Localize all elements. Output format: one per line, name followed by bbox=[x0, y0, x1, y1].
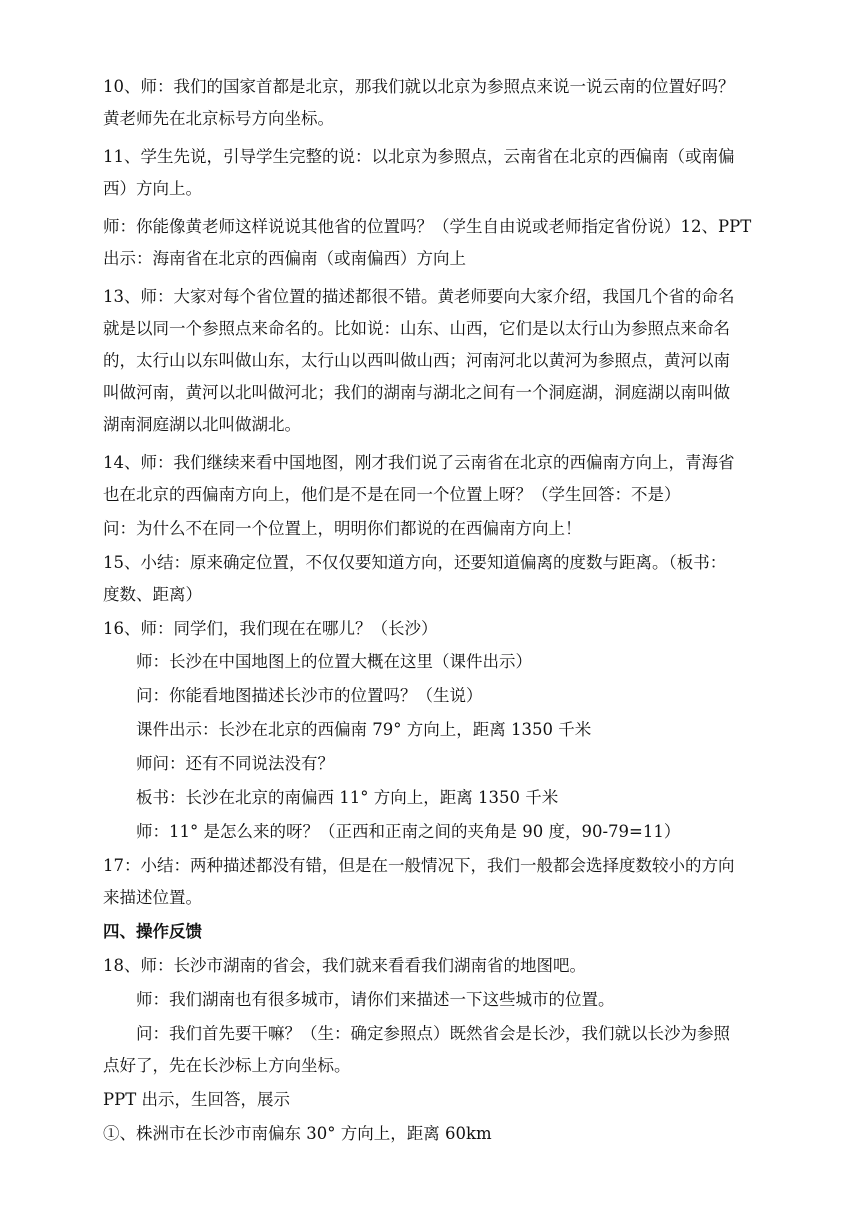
text-line: 黄老师先在北京标号方向坐标。 bbox=[103, 109, 334, 128]
text-line: 18、师：长沙市湖南的省会，我们就来看看我们湖南省的地图吧。 bbox=[103, 956, 586, 975]
text-line: 也在北京的西偏南方向上，他们是不是在同一个位置上呀？（学生回答：不是） bbox=[103, 485, 681, 504]
text-line: 问：你能看地图描述长沙市的位置吗？（生说） bbox=[136, 686, 483, 705]
text-line: 出示：海南省在北京的西偏南（或南偏西）方向上 bbox=[103, 249, 466, 268]
text-line: 问：为什么不在同一个位置上，明明你们都说的在西偏南方向上！ bbox=[103, 519, 582, 538]
text-line: 课件出示：长沙在北京的西偏南 79° 方向上，距离 1350 千米 bbox=[136, 720, 592, 739]
text-line: 西）方向上。 bbox=[103, 179, 202, 198]
text-line: 17：小结：两种描述都没有错，但是在一般情况下，我们一般都会选择度数较小的方向 bbox=[103, 856, 735, 875]
text-line: 板书：长沙在北京的南偏西 11° 方向上，距离 1350 千米 bbox=[136, 788, 559, 807]
text-line: 师：11° 是怎么来的呀？（正西和正南之间的夹角是 90 度，90-79=11） bbox=[136, 822, 681, 841]
text-line: ①、株洲市在长沙市南偏东 30° 方向上，距离 60km bbox=[103, 1124, 492, 1143]
text-line: 来描述位置。 bbox=[103, 888, 202, 907]
text-line: 师问：还有不同说法没有？ bbox=[136, 754, 334, 773]
text-line: 叫做河南，黄河以北叫做河北；我们的湖南与湖北之间有一个洞庭湖，洞庭湖以南叫做 bbox=[103, 383, 730, 402]
text-line: 15、小结：原来确定位置，不仅仅要知道方向，还要知道偏离的度数与距离。（板书： bbox=[103, 553, 727, 572]
text-line: 14、师：我们继续来看中国地图，刚才我们说了云南省在北京的西偏南方向上，青海省 bbox=[103, 453, 735, 472]
text-line: 师：长沙在中国地图上的位置大概在这里（课件出示） bbox=[136, 652, 532, 671]
text-line: 点好了，先在长沙标上方向坐标。 bbox=[103, 1056, 351, 1075]
text-line: 13、师：大家对每个省位置的描述都很不错。黄老师要向大家介绍，我国几个省的命名 bbox=[103, 287, 735, 306]
section-heading: 四、操作反馈 bbox=[103, 922, 202, 941]
text-line: 16、师：同学们，我们现在在哪儿？（长沙） bbox=[103, 619, 438, 638]
text-line: 问：我们首先要干嘛？（生：确定参照点）既然省会是长沙，我们就以长沙为参照 bbox=[136, 1024, 730, 1043]
text-line: 11、学生先说，引导学生完整的说：以北京为参照点，云南省在北京的西偏南（或南偏 bbox=[103, 147, 735, 166]
text-line: 度数、距离） bbox=[103, 585, 202, 604]
text-line: PPT 出示，生回答，展示 bbox=[103, 1090, 290, 1109]
text-line: 就是以同一个参照点来命名的。比如说：山东、山西，它们是以太行山为参照点来命名 bbox=[103, 319, 730, 338]
text-line: 师：你能像黄老师这样说说其他省的位置吗？（学生自由说或老师指定省份说）12、PPT bbox=[103, 217, 752, 236]
text-line: 的，太行山以东叫做山东，太行山以西叫做山西；河南河北以黄河为参照点，黄河以南 bbox=[103, 351, 730, 370]
text-line: 10、师：我们的国家首都是北京，那我们就以北京为参照点来说一说云南的位置好吗？ bbox=[103, 77, 735, 96]
text-line: 湖南洞庭湖以北叫做湖北。 bbox=[103, 415, 301, 434]
text-line: 师：我们湖南也有很多城市，请你们来描述一下这些城市的位置。 bbox=[136, 990, 615, 1009]
